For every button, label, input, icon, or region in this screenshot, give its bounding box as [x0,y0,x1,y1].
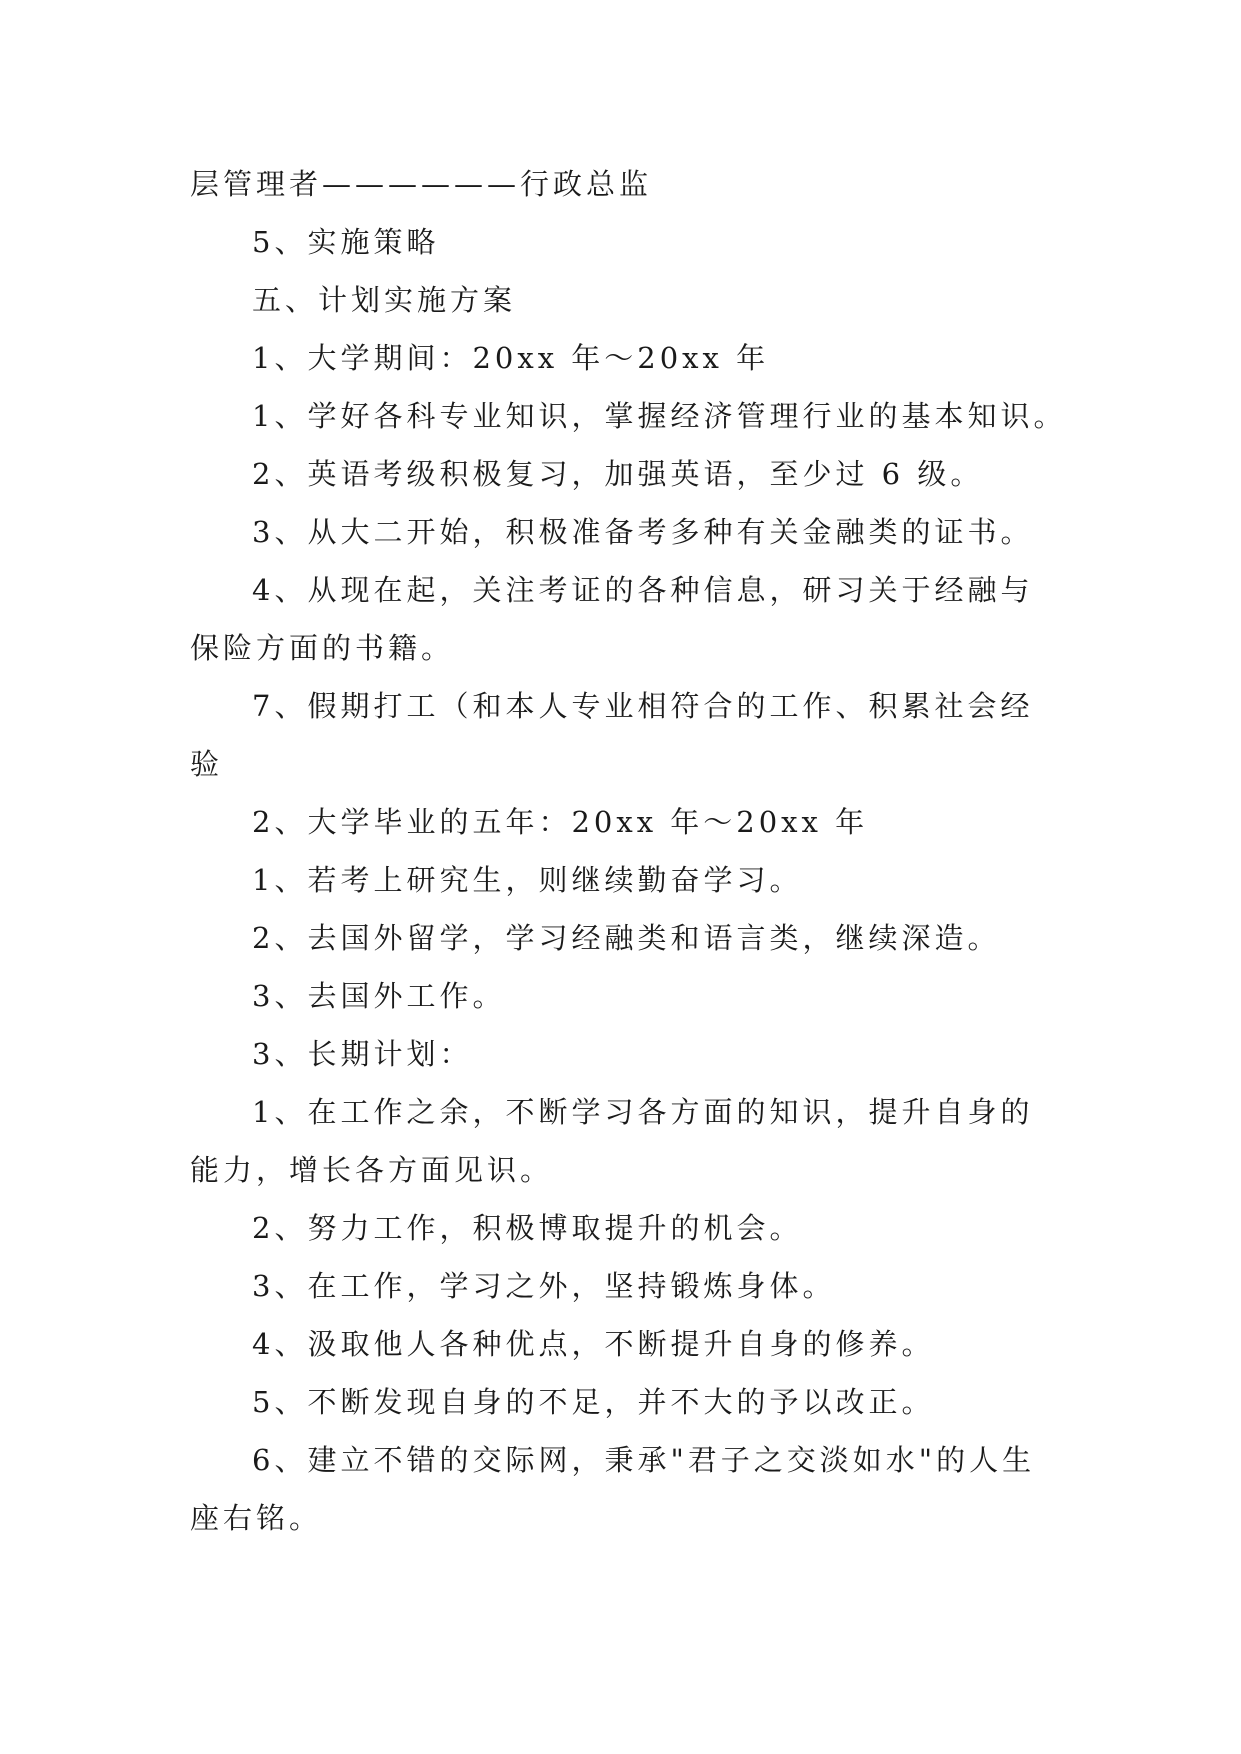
list-item: 3、去国外工作。 [252,979,506,1013]
list-item: 4、从现在起，关注考证的各种信息，研习关于经融与 [252,573,1034,607]
list-item: 1、若考上研究生，则继续勤奋学习。 [252,863,803,897]
list-item-continuation: 座右铭。 [190,1501,323,1535]
list-item-continuation: 保险方面的书籍。 [190,631,455,665]
list-item: 7、假期打工（和本人专业相符合的工作、积累社会经 [252,689,1034,723]
list-item: 2、努力工作，积极博取提升的机会。 [252,1211,803,1245]
list-item: 2、去国外留学，学习经融类和语言类，继续深造。 [252,921,1001,955]
list-item: 4、汲取他人各种优点，不断提升自身的修养。 [252,1327,935,1361]
list-item: 3、在工作，学习之外，坚持锻炼身体。 [252,1269,836,1303]
document-body [190,155,1067,1547]
section-heading: 五、计划实施方案 [252,283,517,317]
list-item: 2、英语考级积极复习，加强英语，至少过 6 级。 [252,457,984,491]
text-line: 层管理者——————行政总监 [190,167,653,201]
list-item: 6、建立不错的交际网，秉承"君子之交淡如水"的人生 [252,1443,1036,1477]
subsection-heading: 2、大学毕业的五年：20xx 年～20xx 年 [252,805,869,839]
list-item: 3、从大二开始，积极准备考多种有关金融类的证书。 [252,515,1034,549]
list-item: 1、学好各科专业知识，掌握经济管理行业的基本知识。 [252,399,1067,433]
list-item-continuation: 能力，增长各方面见识。 [190,1153,554,1187]
subsection-heading: 1、大学期间：20xx 年～20xx 年 [252,341,770,375]
subsection-heading: 3、长期计划： [252,1037,473,1071]
list-item: 5、不断发现自身的不足，并不大的予以改正。 [252,1385,935,1419]
text-line: 5、实施策略 [252,225,440,259]
list-item: 1、在工作之余，不断学习各方面的知识，提升自身的 [252,1095,1034,1129]
list-item-continuation: 验 [190,747,224,781]
